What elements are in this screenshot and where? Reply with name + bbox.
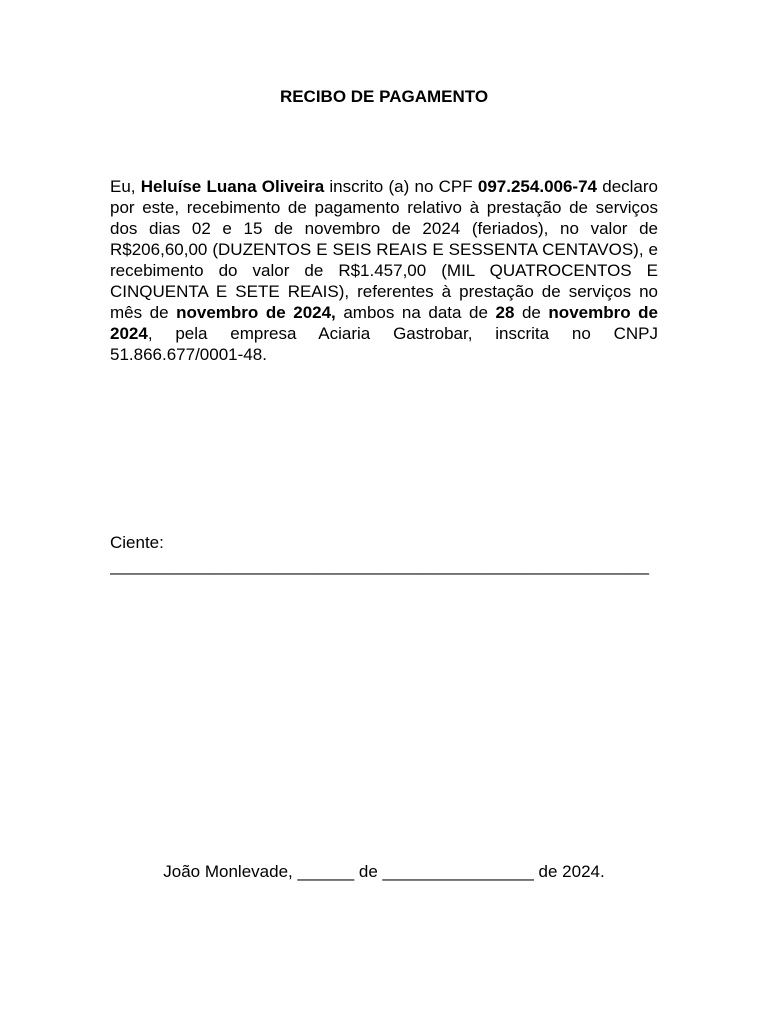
- payee-name: Heluíse Luana Oliveira: [140, 177, 325, 196]
- document-title: RECIBO DE PAGAMENTO: [279, 87, 489, 106]
- place-date-line: João Monlevade, ______ de ________________ de 2024.: [163, 862, 605, 881]
- paragraph-text: , pela empresa Aciaria Gastrobar, inscrita no CNPJ 51.866.677/0001-48.: [110, 324, 658, 364]
- paragraph-text: de: [514, 303, 549, 322]
- paragraph-text: ambos na data de: [335, 303, 496, 322]
- service-month: novembro de 2024,: [176, 303, 336, 322]
- paragraph-text: declaro por este, recebimento de pagamento relativo à prestação de serviços dos dias 02 e 15 de novembro de 2024 (feriados), no valor de R$206,60,00 (DUZENTOS E SEIS REAIS E SESSENTA CENTAVOS), e recebimento do valor de R$1.457,00 (MIL QUATROCENTOS E CINQUENTA E SETE REAIS), referentes à prestação de serviços no mês de: [110, 177, 658, 322]
- paragraph-text: Eu,: [110, 177, 141, 196]
- signature-line: _________________________________________________________: [110, 556, 649, 575]
- payment-month: novembro de 2024: [110, 303, 658, 343]
- payment-day: 28: [495, 303, 515, 322]
- receipt-paragraph: [110, 176, 658, 365]
- cpf-number: 097.254.006-74: [477, 177, 597, 196]
- ciente-label: Ciente:: [110, 533, 164, 552]
- paragraph-text: inscrito (a) no CPF: [324, 177, 478, 196]
